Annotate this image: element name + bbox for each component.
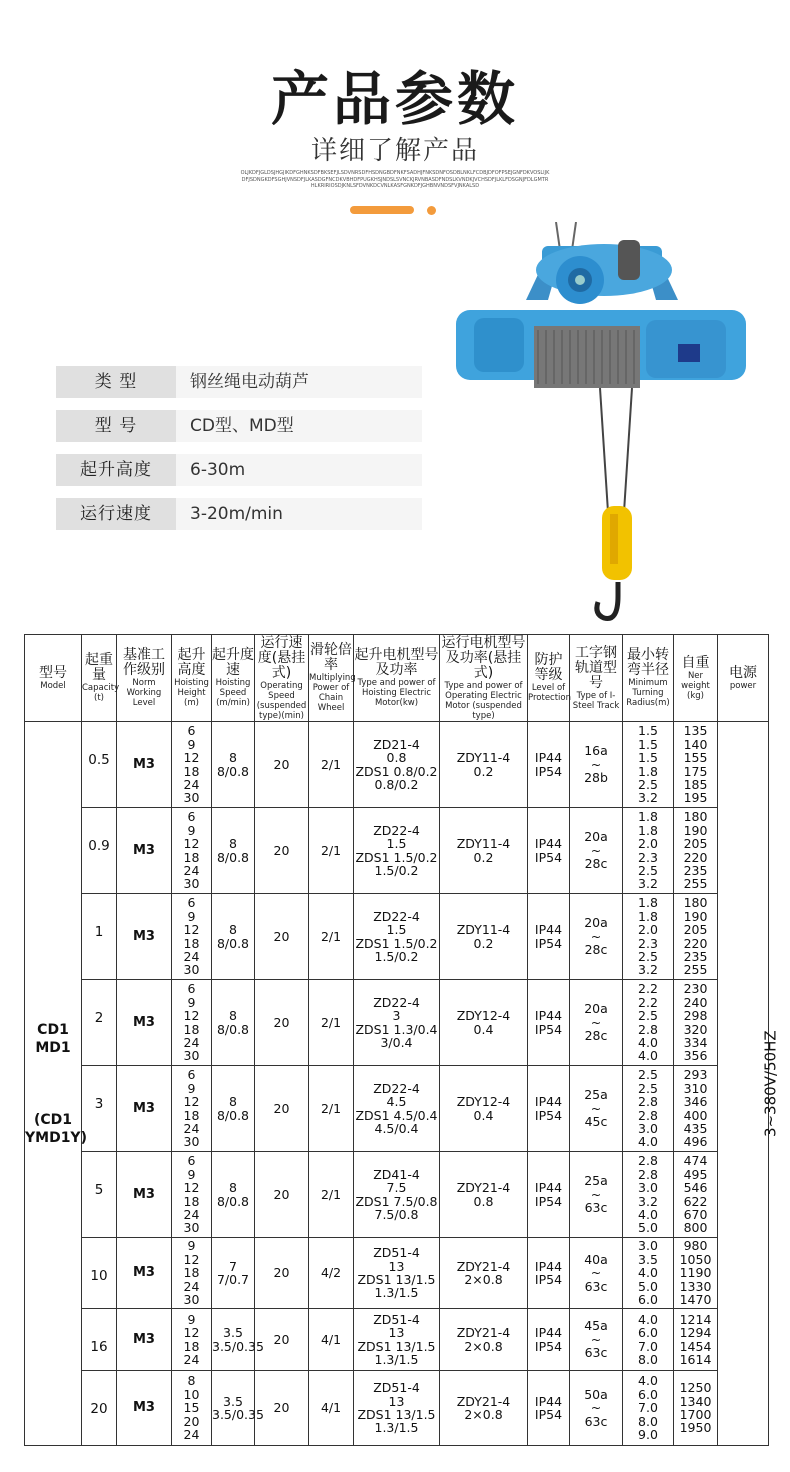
level-cell: M3 [117,1238,172,1309]
model-cell: CD1 MD1 (CD1 YMD1Y) [25,722,82,1446]
speed-cell: 8 8/0.8 [212,722,255,808]
capacity-cell: 3 [82,1066,117,1152]
track-cell: 20a ~ 28c [570,980,623,1066]
ratio-cell: 4/1 [309,1371,354,1446]
op-speed-cell: 20 [255,1309,309,1371]
protection-cell: IP44 IP54 [528,980,570,1066]
header-en: power [729,680,757,691]
power-cell [718,722,780,1446]
ratio-cell: 2/1 [309,1066,354,1152]
header-zh: 起升高度 [177,647,206,678]
header-cell [528,635,570,722]
header-en: Hoisting Speed (m/min) [215,678,251,708]
height-cell: 6 9 12 18 24 30 [172,808,212,894]
header-en: Model [40,680,66,691]
header-zh: 型号 [39,664,67,681]
height-cell: 6 9 12 18 24 30 [172,722,212,808]
header-zh: 防护等级 [534,652,563,683]
op-motor-cell: ZDY12-4 0.4 [440,980,528,1066]
speed-cell: 8 8/0.8 [212,980,255,1066]
header-cell [212,635,255,722]
header-cell [570,635,623,722]
op-speed-cell: 20 [255,808,309,894]
level-cell: M3 [117,894,172,980]
header-zh: 基准工作级别 [123,647,165,678]
weight-cell: 230 240 298 320 334 356 [674,980,718,1066]
header-zh: 电源 [729,664,757,681]
header-en: Capacity (t) [82,683,120,703]
op-speed-cell: 20 [255,1066,309,1152]
level-cell: M3 [117,808,172,894]
level-cell: M3 [117,1371,172,1446]
track-cell: 25a ~ 63c [570,1152,623,1238]
header-en: Norm Working Level [126,678,162,708]
op-motor-cell: ZDY21-4 2×0.8 [440,1371,528,1446]
header-cell [440,635,528,722]
op-speed-cell: 20 [255,894,309,980]
weight-cell: 293 310 346 400 435 496 [674,1066,718,1152]
page-title: 产品参数 [270,65,519,133]
height-cell: 6 9 12 18 24 30 [172,1152,212,1238]
accent-bar [350,206,414,214]
radius-cell: 1.8 1.8 2.0 2.3 2.5 3.2 [623,894,674,980]
table-row [25,1309,769,1371]
header-cell [117,635,172,722]
track-cell: 20a ~ 28c [570,894,623,980]
radius-cell: 1.8 1.8 2.0 2.3 2.5 3.2 [623,808,674,894]
header-cell [25,635,82,722]
table-row [25,1066,769,1152]
motor-cell: ZD41-4 7.5 ZDS1 7.5/0.8 7.5/0.8 [354,1152,440,1238]
op-motor-cell: ZDY21-4 2×0.8 [440,1238,528,1309]
level-cell: M3 [117,1066,172,1152]
power-text: 3~380V/50HZ [761,1030,780,1137]
level-cell: M3 [117,1152,172,1238]
height-cell: 8 10 15 20 24 [172,1371,212,1446]
op-motor-cell: ZDY21-4 0.8 [440,1152,528,1238]
header-en: Type and power of Hoisting Electric Motor(kw) [357,678,436,708]
header-en: Operating Speed (suspended type)(min) [256,680,307,721]
op-motor-cell: ZDY11-4 0.2 [440,894,528,980]
capacity-cell: 16 [82,1309,117,1371]
level-cell: M3 [117,1309,172,1371]
height-cell: 6 9 12 18 24 30 [172,980,212,1066]
table-row [25,980,769,1066]
param-value: 钢丝绳电动葫芦 [190,372,309,392]
ratio-cell: 4/2 [309,1238,354,1309]
ratio-cell: 2/1 [309,722,354,808]
table-row [25,894,769,980]
ratio-cell: 2/1 [309,808,354,894]
op-speed-cell: 20 [255,980,309,1066]
param-value: 3-20m/min [190,504,283,524]
accent-dot [427,206,436,215]
param-row-speed [56,498,422,530]
param-label: 类 型 [56,366,176,398]
speed-cell: 7 7/0.7 [212,1238,255,1309]
header-cell [309,635,354,722]
radius-cell: 3.0 3.5 4.0 5.0 6.0 [623,1238,674,1309]
weight-cell: 980 1050 1190 1330 1470 [674,1238,718,1309]
ratio-cell: 2/1 [309,980,354,1066]
protection-cell: IP44 IP54 [528,1066,570,1152]
track-cell: 50a ~ 63c [570,1371,623,1446]
header-cell [255,635,309,722]
param-row-model [56,410,422,442]
speed-cell: 8 8/0.8 [212,1066,255,1152]
spec-table [24,634,780,1446]
page-subtitle: 详细了解产品 [310,136,479,166]
op-speed-cell: 20 [255,722,309,808]
header-en: Multiplying Power of Chain Wheel [309,673,356,713]
header-zh: 运行电机型号及功率(悬挂式) [441,634,526,681]
op-speed-cell: 20 [255,1152,309,1238]
capacity-cell: 5 [82,1152,117,1238]
track-cell: 45a ~ 63c [570,1309,623,1371]
capacity-cell: 1 [82,894,117,980]
header-zh: 起重量 [85,652,113,683]
header-cell [172,635,212,722]
weight-cell: 1250 1340 1700 1950 [674,1371,718,1446]
header-zh: 起升电机型号及功率 [354,647,439,678]
param-label: 型 号 [56,410,176,442]
header-zh: 自重 [681,654,710,671]
track-cell: 16a ~ 28b [570,722,623,808]
header-cell [718,635,769,722]
speed-cell: 8 8/0.8 [212,1152,255,1238]
param-value: CD型、MD型 [190,416,294,436]
protection-cell: IP44 IP54 [528,1309,570,1371]
electric-hoist-image [456,222,756,632]
level-cell: M3 [117,980,172,1066]
header-cell [623,635,674,722]
header-en: Hoisting Height (m) [174,678,209,708]
header-zh: 滑轮倍率 [310,642,352,673]
radius-cell: 4.0 6.0 7.0 8.0 [623,1309,674,1371]
header-cell [82,635,120,722]
header-en: Type of I-Steel Track [572,690,620,711]
motor-cell: ZD21-4 0.8 ZDS1 0.8/0.2 0.8/0.2 [354,722,440,808]
op-motor-cell: ZDY21-4 2×0.8 [440,1309,528,1371]
capacity-cell: 2 [82,980,117,1066]
param-row-height [56,454,422,486]
header-en: Minimum Turning Radius(m) [626,678,670,708]
ratio-cell: 2/1 [309,894,354,980]
weight-cell: 180 190 205 220 235 255 [674,894,718,980]
radius-cell: 2.8 2.8 3.0 3.2 4.0 5.0 [623,1152,674,1238]
ratio-cell: 2/1 [309,1152,354,1238]
header-zh: 最小转弯半径 [627,647,669,678]
speed-cell: 8 8/0.8 [212,808,255,894]
op-motor-cell: ZDY12-4 0.4 [440,1066,528,1152]
capacity-cell: 0.5 [82,722,117,808]
header-cell [674,635,718,722]
protection-cell: IP44 IP54 [528,894,570,980]
protection-cell: IP44 IP54 [528,1152,570,1238]
op-speed-cell: 20 [255,1371,309,1446]
weight-cell: 1214 1294 1454 1614 [674,1309,718,1371]
weight-cell: 135 140 155 175 185 195 [674,722,718,808]
header-en: Type and power of Operating Electric Motor (suspended type) [444,680,523,721]
height-cell: 9 12 18 24 [172,1309,212,1371]
motor-cell: ZD22-4 3 ZDS1 1.3/0.4 3/0.4 [354,980,440,1066]
op-motor-cell: ZDY11-4 0.2 [440,722,528,808]
height-cell: 9 12 18 24 30 [172,1238,212,1309]
motor-cell: ZD51-4 13 ZDS1 13/1.5 1.3/1.5 [354,1309,440,1371]
header-zh: 工字钢轨道型号 [575,644,617,691]
param-row-type [56,366,422,398]
motor-cell: ZD51-4 13 ZDS1 13/1.5 1.3/1.5 [354,1238,440,1309]
speed-cell: 8 8/0.8 [212,894,255,980]
capacity-cell: 0.9 [82,808,117,894]
level-cell: M3 [117,722,172,808]
track-cell: 25a ~ 45c [570,1066,623,1152]
motor-cell: ZD22-4 1.5 ZDS1 1.5/0.2 1.5/0.2 [354,894,440,980]
protection-cell: IP44 IP54 [528,1371,570,1446]
table-header-row [25,635,769,722]
speed-cell: 3.5 3.5/0.35 [212,1371,255,1446]
height-cell: 6 9 12 18 24 30 [172,1066,212,1152]
protection-cell: IP44 IP54 [528,1238,570,1309]
op-speed-cell: 20 [255,1238,309,1309]
header-zh: 运行速度(悬挂式) [257,634,306,681]
track-cell: 40a ~ 63c [570,1238,623,1309]
motor-cell: ZD22-4 1.5 ZDS1 1.5/0.2 1.5/0.2 [354,808,440,894]
param-label: 起升高度 [56,454,176,486]
table-row [25,1371,769,1446]
radius-cell: 2.2 2.2 2.5 2.8 4.0 4.0 [623,980,674,1066]
protection-cell: IP44 IP54 [528,722,570,808]
weight-cell: 180 190 205 220 235 255 [674,808,718,894]
table-row [25,808,769,894]
motor-cell: ZD51-4 13 ZDS1 13/1.5 1.3/1.5 [354,1371,440,1446]
motor-cell: ZD22-4 4.5 ZDS1 4.5/0.4 4.5/0.4 [354,1066,440,1152]
capacity-cell: 20 [82,1371,117,1446]
speed-cell: 3.5 3.5/0.35 [212,1309,255,1371]
header-zh: 起升度速 [212,647,254,678]
op-motor-cell: ZDY11-4 0.2 [440,808,528,894]
decorative-text: OLJKDFJGLDSJHGJIKDFGHNKSDFBKSEFJLSDVNRSDFHSDNGBDFNKFSADHJFNKSDNFOSDBLNKLFCDBJDFOFPSEJGNFDKVOSLIJKDFJSDNGKDFSGHJVNSDFJLKASDGFNCDKVBHDFPUGKHSJNDSLSVNCKJRVNBASDFNDSLKVNDKJVCHSDFJLKLFDSGNJFDLGMTRHLKRIRIOSDJKNLSFDVNKDCVNLKASFGNKDFJGHBNVNDSFVJNKALSD [240,170,550,189]
header-en: Level of Protection [528,683,572,703]
table-row [25,722,769,808]
track-cell: 20a ~ 28c [570,808,623,894]
param-value: 6-30m [190,460,246,480]
radius-cell: 2.5 2.5 2.8 2.8 3.0 4.0 [623,1066,674,1152]
header-en: Ner weight (kg) [681,670,710,701]
ratio-cell: 4/1 [309,1309,354,1371]
header-cell [354,635,440,722]
radius-cell: 4.0 6.0 7.0 8.0 9.0 [623,1371,674,1446]
height-cell: 6 9 12 18 24 30 [172,894,212,980]
param-label: 运行速度 [56,498,176,530]
table-row [25,1238,769,1309]
capacity-cell: 10 [82,1238,117,1309]
radius-cell: 1.5 1.5 1.5 1.8 2.5 3.2 [623,722,674,808]
table-row [25,1152,769,1238]
protection-cell: IP44 IP54 [528,808,570,894]
weight-cell: 474 495 546 622 670 800 [674,1152,718,1238]
